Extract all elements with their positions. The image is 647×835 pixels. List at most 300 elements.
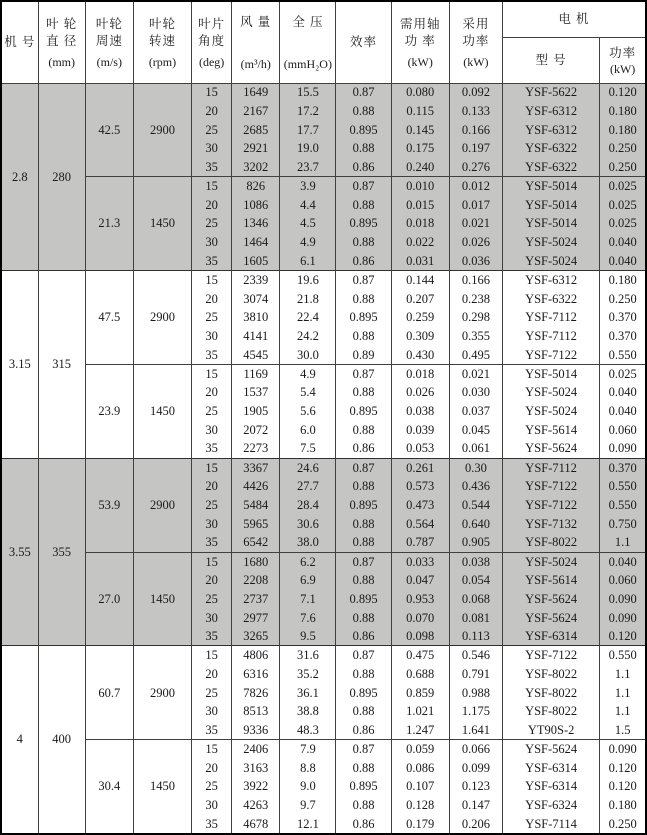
efficiency-cell: 0.86 xyxy=(336,721,391,740)
motor-model-cell: YSF-6322 xyxy=(502,289,599,308)
angle-cell: 20 xyxy=(192,759,232,778)
pressure-cell: 6.1 xyxy=(280,252,336,271)
efficiency-cell: 0.895 xyxy=(336,590,391,609)
col-header-motor-power-label: 功率 xyxy=(609,45,637,60)
motor-model-cell: YSF-7122 xyxy=(502,646,599,665)
motor-power-cell: 0.025 xyxy=(600,214,646,233)
motor-model-cell: YSF-6314 xyxy=(502,777,599,796)
motor-power-cell: 0.025 xyxy=(600,196,646,215)
motor-power-cell: 0.370 xyxy=(600,327,646,346)
angle-cell: 30 xyxy=(192,139,232,158)
efficiency-cell: 0.895 xyxy=(336,402,391,421)
shaft-power-cell: 0.047 xyxy=(391,571,449,590)
model-cell: 4 xyxy=(1,646,38,834)
col-header-shaft-power xyxy=(391,1,449,83)
rpm-cell: 2900 xyxy=(133,83,191,177)
motor-model-cell: YSF-7112 xyxy=(502,308,599,327)
angle-cell: 25 xyxy=(192,214,232,233)
angle-cell: 25 xyxy=(192,590,232,609)
angle-cell: 20 xyxy=(192,102,232,121)
motor-model-cell: YSF-8022 xyxy=(502,665,599,684)
airflow-cell: 2685 xyxy=(232,121,280,140)
airflow-cell: 3265 xyxy=(232,627,280,646)
efficiency-cell: 0.88 xyxy=(336,233,391,252)
efficiency-cell: 0.87 xyxy=(336,271,391,290)
pressure-cell: 30.0 xyxy=(280,346,336,365)
motor-power-cell: 0.120 xyxy=(600,777,646,796)
col-header-peripheral-speed xyxy=(85,1,133,83)
airflow-cell: 826 xyxy=(232,177,280,196)
col-header-shaft-power-unit: (kW) xyxy=(407,54,433,69)
shaft-power-cell: 0.128 xyxy=(391,796,449,815)
pressure-cell: 38.0 xyxy=(280,533,336,552)
adopted-power-cell: 0.123 xyxy=(449,777,502,796)
motor-power-cell: 0.370 xyxy=(600,308,646,327)
shaft-power-cell: 0.107 xyxy=(391,777,449,796)
col-header-rpm-unit: (rpm) xyxy=(148,54,177,69)
pressure-cell: 4.9 xyxy=(280,364,336,383)
efficiency-cell: 0.86 xyxy=(336,252,391,271)
efficiency-cell: 0.895 xyxy=(336,684,391,703)
adopted-power-cell: 0.197 xyxy=(449,139,502,158)
pressure-cell: 6.2 xyxy=(280,552,336,571)
col-header-rpm-line2: 转速 xyxy=(148,33,176,48)
col-header-airflow-label: 风 量 xyxy=(240,14,272,29)
angle-cell: 30 xyxy=(192,608,232,627)
shaft-power-cell: 0.261 xyxy=(391,458,449,477)
airflow-cell: 4263 xyxy=(232,796,280,815)
shaft-power-cell: 0.787 xyxy=(391,533,449,552)
angle-cell: 35 xyxy=(192,627,232,646)
angle-cell: 30 xyxy=(192,702,232,721)
col-header-adopted-power-line2: 功率 xyxy=(462,33,490,48)
motor-power-cell: 0.040 xyxy=(600,383,646,402)
efficiency-cell: 0.88 xyxy=(336,289,391,308)
airflow-cell: 9336 xyxy=(232,721,280,740)
motor-power-cell: 0.060 xyxy=(600,421,646,440)
pressure-cell: 12.1 xyxy=(280,815,336,834)
pressure-cell: 4.4 xyxy=(280,196,336,215)
angle-cell: 15 xyxy=(192,458,232,477)
efficiency-cell: 0.895 xyxy=(336,121,391,140)
motor-power-cell: 0.120 xyxy=(600,627,646,646)
adopted-power-cell: 0.092 xyxy=(449,83,502,102)
motor-model-cell: YSF-7122 xyxy=(502,477,599,496)
airflow-cell: 2977 xyxy=(232,608,280,627)
shaft-power-cell: 0.430 xyxy=(391,346,449,365)
motor-power-cell: 0.550 xyxy=(600,496,646,515)
angle-cell: 20 xyxy=(192,289,232,308)
adopted-power-cell: 1.641 xyxy=(449,721,502,740)
model-cell: 2.8 xyxy=(1,83,38,271)
shaft-power-cell: 0.309 xyxy=(391,327,449,346)
pressure-cell: 7.6 xyxy=(280,608,336,627)
speed-cell: 42.5 xyxy=(85,83,133,177)
motor-model-cell: YSF-8022 xyxy=(502,533,599,552)
airflow-cell: 2273 xyxy=(232,440,280,459)
pressure-cell: 15.5 xyxy=(280,83,336,102)
table-row xyxy=(1,271,646,290)
shaft-power-cell: 0.010 xyxy=(391,177,449,196)
col-header-peripheral-speed-line2: 周速 xyxy=(95,33,123,48)
shaft-power-cell: 0.259 xyxy=(391,308,449,327)
airflow-cell: 2072 xyxy=(232,421,280,440)
shaft-power-cell: 0.053 xyxy=(391,440,449,459)
shaft-power-cell: 0.018 xyxy=(391,364,449,383)
pressure-cell: 6.0 xyxy=(280,421,336,440)
col-header-shaft-power-line1: 需用轴 xyxy=(399,16,441,31)
motor-model-cell: YSF-5024 xyxy=(502,383,599,402)
table-row xyxy=(1,177,646,196)
airflow-cell: 1537 xyxy=(232,383,280,402)
motor-power-cell: 1.1 xyxy=(600,702,646,721)
airflow-cell: 1169 xyxy=(232,364,280,383)
col-header-motor-power-unit: (kW) xyxy=(609,61,636,76)
efficiency-cell: 0.88 xyxy=(336,533,391,552)
efficiency-cell: 0.86 xyxy=(336,158,391,177)
airflow-cell: 2339 xyxy=(232,271,280,290)
adopted-power-cell: 0.133 xyxy=(449,102,502,121)
efficiency-cell: 0.88 xyxy=(336,608,391,627)
pressure-cell: 5.4 xyxy=(280,383,336,402)
shaft-power-cell: 0.033 xyxy=(391,552,449,571)
efficiency-cell: 0.89 xyxy=(336,346,391,365)
adopted-power-cell: 0.099 xyxy=(449,759,502,778)
efficiency-cell: 0.88 xyxy=(336,383,391,402)
pressure-cell: 22.4 xyxy=(280,308,336,327)
col-header-efficiency xyxy=(336,1,391,83)
angle-cell: 15 xyxy=(192,364,232,383)
col-header-diameter-unit: (mm) xyxy=(48,54,76,69)
shaft-power-cell: 0.031 xyxy=(391,252,449,271)
efficiency-cell: 0.895 xyxy=(336,496,391,515)
motor-power-cell: 0.180 xyxy=(600,271,646,290)
motor-model-cell: YSF-8022 xyxy=(502,684,599,703)
motor-model-cell: YSF-6322 xyxy=(502,139,599,158)
pressure-cell: 19.6 xyxy=(280,271,336,290)
rpm-cell: 2900 xyxy=(133,458,191,552)
motor-power-cell: 0.090 xyxy=(600,608,646,627)
speed-cell: 60.7 xyxy=(85,646,133,740)
motor-model-cell: YSF-5614 xyxy=(502,571,599,590)
airflow-cell: 2406 xyxy=(232,740,280,759)
angle-cell: 35 xyxy=(192,533,232,552)
motor-power-cell: 0.750 xyxy=(600,515,646,534)
pressure-cell: 7.9 xyxy=(280,740,336,759)
rpm-cell: 2900 xyxy=(133,271,191,365)
efficiency-cell: 0.88 xyxy=(336,759,391,778)
adopted-power-cell: 0.021 xyxy=(449,364,502,383)
col-header-model-label: 机 号 xyxy=(4,34,36,49)
motor-model-cell: YSF-5024 xyxy=(502,402,599,421)
motor-power-cell: 0.550 xyxy=(600,477,646,496)
motor-power-cell: 0.180 xyxy=(600,121,646,140)
motor-model-cell: YSF-5024 xyxy=(502,233,599,252)
pressure-cell: 5.6 xyxy=(280,402,336,421)
efficiency-cell: 0.88 xyxy=(336,702,391,721)
adopted-power-cell: 0.021 xyxy=(449,214,502,233)
motor-power-cell: 0.040 xyxy=(600,552,646,571)
angle-cell: 30 xyxy=(192,233,232,252)
motor-model-cell: YSF-8022 xyxy=(502,702,599,721)
table-row xyxy=(1,458,646,477)
adopted-power-cell: 0.036 xyxy=(449,252,502,271)
motor-power-cell: 1.1 xyxy=(600,665,646,684)
motor-model-cell: YSF-7132 xyxy=(502,515,599,534)
col-header-airflow xyxy=(232,1,280,83)
airflow-cell: 3163 xyxy=(232,759,280,778)
col-header-peripheral-speed-line1: 叶轮 xyxy=(95,16,123,31)
col-header-diameter-line2: 直 径 xyxy=(46,33,78,48)
motor-power-cell: 0.550 xyxy=(600,346,646,365)
shaft-power-cell: 0.080 xyxy=(391,83,449,102)
shaft-power-cell: 0.207 xyxy=(391,289,449,308)
adopted-power-cell: 0.054 xyxy=(449,571,502,590)
shaft-power-cell: 0.240 xyxy=(391,158,449,177)
motor-model-cell: YSF-5014 xyxy=(502,364,599,383)
airflow-cell: 3367 xyxy=(232,458,280,477)
pressure-cell: 8.8 xyxy=(280,759,336,778)
table-body xyxy=(1,83,646,834)
shaft-power-cell: 0.098 xyxy=(391,627,449,646)
motor-model-cell: YSF-5622 xyxy=(502,83,599,102)
col-header-rpm-line1: 叶轮 xyxy=(148,16,176,31)
airflow-cell: 2167 xyxy=(232,102,280,121)
angle-cell: 15 xyxy=(192,552,232,571)
efficiency-cell: 0.87 xyxy=(336,83,391,102)
col-header-motor xyxy=(502,1,646,37)
angle-cell: 35 xyxy=(192,721,232,740)
adopted-power-cell: 0.206 xyxy=(449,815,502,834)
motor-power-cell: 1.1 xyxy=(600,684,646,703)
table-row xyxy=(1,646,646,665)
pressure-cell: 24.2 xyxy=(280,327,336,346)
shaft-power-cell: 0.026 xyxy=(391,383,449,402)
shaft-power-cell: 1.021 xyxy=(391,702,449,721)
airflow-cell: 2208 xyxy=(232,571,280,590)
speed-cell: 21.3 xyxy=(85,177,133,271)
adopted-power-cell: 0.905 xyxy=(449,533,502,552)
efficiency-cell: 0.88 xyxy=(336,139,391,158)
angle-cell: 30 xyxy=(192,421,232,440)
efficiency-cell: 0.895 xyxy=(336,777,391,796)
shaft-power-cell: 0.145 xyxy=(391,121,449,140)
motor-model-cell: YSF-7112 xyxy=(502,458,599,477)
airflow-cell: 8513 xyxy=(232,702,280,721)
adopted-power-cell: 0.061 xyxy=(449,440,502,459)
angle-cell: 20 xyxy=(192,477,232,496)
airflow-cell: 2737 xyxy=(232,590,280,609)
angle-cell: 35 xyxy=(192,815,232,834)
adopted-power-cell: 0.030 xyxy=(449,383,502,402)
efficiency-cell: 0.87 xyxy=(336,458,391,477)
airflow-cell: 5484 xyxy=(232,496,280,515)
pressure-cell: 27.7 xyxy=(280,477,336,496)
efficiency-cell: 0.86 xyxy=(336,440,391,459)
airflow-cell: 3074 xyxy=(232,289,280,308)
motor-model-cell: YSF-5614 xyxy=(502,421,599,440)
pressure-cell: 38.8 xyxy=(280,702,336,721)
motor-model-cell: YSF-7112 xyxy=(502,327,599,346)
motor-model-cell: YSF-5624 xyxy=(502,608,599,627)
motor-model-cell: YSF-5624 xyxy=(502,740,599,759)
shaft-power-cell: 0.015 xyxy=(391,196,449,215)
efficiency-cell: 0.87 xyxy=(336,177,391,196)
diameter-cell: 355 xyxy=(38,458,85,646)
angle-cell: 15 xyxy=(192,177,232,196)
col-header-efficiency-label: 效率 xyxy=(350,34,378,49)
airflow-cell: 1605 xyxy=(232,252,280,271)
airflow-cell: 1086 xyxy=(232,196,280,215)
pressure-cell: 7.1 xyxy=(280,590,336,609)
col-header-pressure xyxy=(280,1,336,83)
adopted-power-cell: 0.276 xyxy=(449,158,502,177)
col-header-motor-power xyxy=(600,37,646,83)
angle-cell: 15 xyxy=(192,646,232,665)
adopted-power-cell: 0.038 xyxy=(449,552,502,571)
adopted-power-cell: 0.355 xyxy=(449,327,502,346)
table-row xyxy=(1,552,646,571)
motor-model-cell: YSF-7114 xyxy=(502,815,599,834)
pressure-cell: 24.6 xyxy=(280,458,336,477)
motor-power-cell: 0.040 xyxy=(600,252,646,271)
angle-cell: 20 xyxy=(192,383,232,402)
efficiency-cell: 0.87 xyxy=(336,364,391,383)
motor-model-cell: YSF-6312 xyxy=(502,102,599,121)
motor-model-cell: YSF-6322 xyxy=(502,158,599,177)
motor-model-cell: YT90S-2 xyxy=(502,721,599,740)
col-header-shaft-power-line2: 功 率 xyxy=(404,33,436,48)
adopted-power-cell: 0.166 xyxy=(449,271,502,290)
col-header-peripheral-speed-unit: (m/s) xyxy=(96,54,122,69)
pressure-cell: 9.0 xyxy=(280,777,336,796)
pressure-cell: 4.9 xyxy=(280,233,336,252)
angle-cell: 20 xyxy=(192,665,232,684)
motor-power-cell: 0.090 xyxy=(600,740,646,759)
pressure-cell: 6.9 xyxy=(280,571,336,590)
angle-cell: 35 xyxy=(192,346,232,365)
airflow-cell: 4806 xyxy=(232,646,280,665)
motor-model-cell: YSF-5024 xyxy=(502,552,599,571)
motor-power-cell: 0.025 xyxy=(600,364,646,383)
motor-power-cell: 0.180 xyxy=(600,796,646,815)
col-header-motor-model-label: 型 号 xyxy=(535,52,567,67)
shaft-power-cell: 0.059 xyxy=(391,740,449,759)
motor-power-cell: 0.090 xyxy=(600,440,646,459)
motor-model-cell: YSF-5014 xyxy=(502,214,599,233)
motor-power-cell: 0.370 xyxy=(600,458,646,477)
pressure-cell: 36.1 xyxy=(280,684,336,703)
efficiency-cell: 0.86 xyxy=(336,627,391,646)
adopted-power-cell: 0.166 xyxy=(449,121,502,140)
pressure-cell: 31.6 xyxy=(280,646,336,665)
motor-power-cell: 0.040 xyxy=(600,402,646,421)
col-header-adopted-power-unit: (kW) xyxy=(463,54,489,69)
motor-model-cell: YSF-6314 xyxy=(502,759,599,778)
shaft-power-cell: 0.144 xyxy=(391,271,449,290)
angle-cell: 35 xyxy=(192,158,232,177)
adopted-power-cell: 0.30 xyxy=(449,458,502,477)
col-header-angle-unit: (deg) xyxy=(198,54,225,69)
pressure-cell: 17.2 xyxy=(280,102,336,121)
angle-cell: 20 xyxy=(192,196,232,215)
col-header-airflow-unit: (m³/h) xyxy=(240,56,271,71)
adopted-power-cell: 0.068 xyxy=(449,590,502,609)
airflow-cell: 7826 xyxy=(232,684,280,703)
angle-cell: 20 xyxy=(192,571,232,590)
angle-cell: 15 xyxy=(192,83,232,102)
motor-power-cell: 0.550 xyxy=(600,646,646,665)
shaft-power-cell: 0.688 xyxy=(391,665,449,684)
efficiency-cell: 0.87 xyxy=(336,740,391,759)
efficiency-cell: 0.88 xyxy=(336,665,391,684)
shaft-power-cell: 0.564 xyxy=(391,515,449,534)
efficiency-cell: 0.895 xyxy=(336,214,391,233)
motor-model-cell: YSF-5014 xyxy=(502,196,599,215)
motor-model-cell: YSF-7122 xyxy=(502,496,599,515)
angle-cell: 35 xyxy=(192,252,232,271)
table-row xyxy=(1,740,646,759)
col-header-rpm xyxy=(133,1,191,83)
motor-power-cell: 0.120 xyxy=(600,83,646,102)
angle-cell: 25 xyxy=(192,684,232,703)
col-header-pressure-unit: (mmH₂O) xyxy=(283,56,332,71)
col-header-pressure-label: 全 压 xyxy=(292,14,324,29)
pressure-cell: 19.0 xyxy=(280,139,336,158)
efficiency-cell: 0.88 xyxy=(336,571,391,590)
adopted-power-cell: 0.017 xyxy=(449,196,502,215)
motor-model-cell: YSF-6312 xyxy=(502,271,599,290)
shaft-power-cell: 1.247 xyxy=(391,721,449,740)
airflow-cell: 1905 xyxy=(232,402,280,421)
adopted-power-cell: 0.436 xyxy=(449,477,502,496)
pressure-cell: 28.4 xyxy=(280,496,336,515)
airflow-cell: 1649 xyxy=(232,83,280,102)
airflow-cell: 1464 xyxy=(232,233,280,252)
angle-cell: 15 xyxy=(192,740,232,759)
rpm-cell: 1450 xyxy=(133,364,191,458)
motor-power-cell: 0.250 xyxy=(600,158,646,177)
pressure-cell: 35.2 xyxy=(280,665,336,684)
airflow-cell: 3810 xyxy=(232,308,280,327)
pressure-cell: 48.3 xyxy=(280,721,336,740)
airflow-cell: 2921 xyxy=(232,139,280,158)
col-header-motor-model xyxy=(502,37,599,83)
pressure-cell: 7.5 xyxy=(280,440,336,459)
efficiency-cell: 0.88 xyxy=(336,421,391,440)
efficiency-cell: 0.86 xyxy=(336,815,391,834)
pressure-cell: 9.7 xyxy=(280,796,336,815)
airflow-cell: 3202 xyxy=(232,158,280,177)
adopted-power-cell: 0.495 xyxy=(449,346,502,365)
shaft-power-cell: 0.018 xyxy=(391,214,449,233)
motor-model-cell: YSF-5624 xyxy=(502,440,599,459)
motor-power-cell: 0.250 xyxy=(600,139,646,158)
motor-model-cell: YSF-6314 xyxy=(502,627,599,646)
adopted-power-cell: 0.026 xyxy=(449,233,502,252)
motor-model-cell: YSF-5624 xyxy=(502,590,599,609)
adopted-power-cell: 0.791 xyxy=(449,665,502,684)
motor-model-cell: YSF-6324 xyxy=(502,796,599,815)
shaft-power-cell: 0.022 xyxy=(391,233,449,252)
angle-cell: 30 xyxy=(192,796,232,815)
shaft-power-cell: 0.070 xyxy=(391,608,449,627)
table-row xyxy=(1,364,646,383)
adopted-power-cell: 0.546 xyxy=(449,646,502,665)
motor-power-cell: 0.120 xyxy=(600,759,646,778)
col-header-adopted-power-line1: 采用 xyxy=(462,16,490,31)
col-header-model xyxy=(1,1,38,83)
